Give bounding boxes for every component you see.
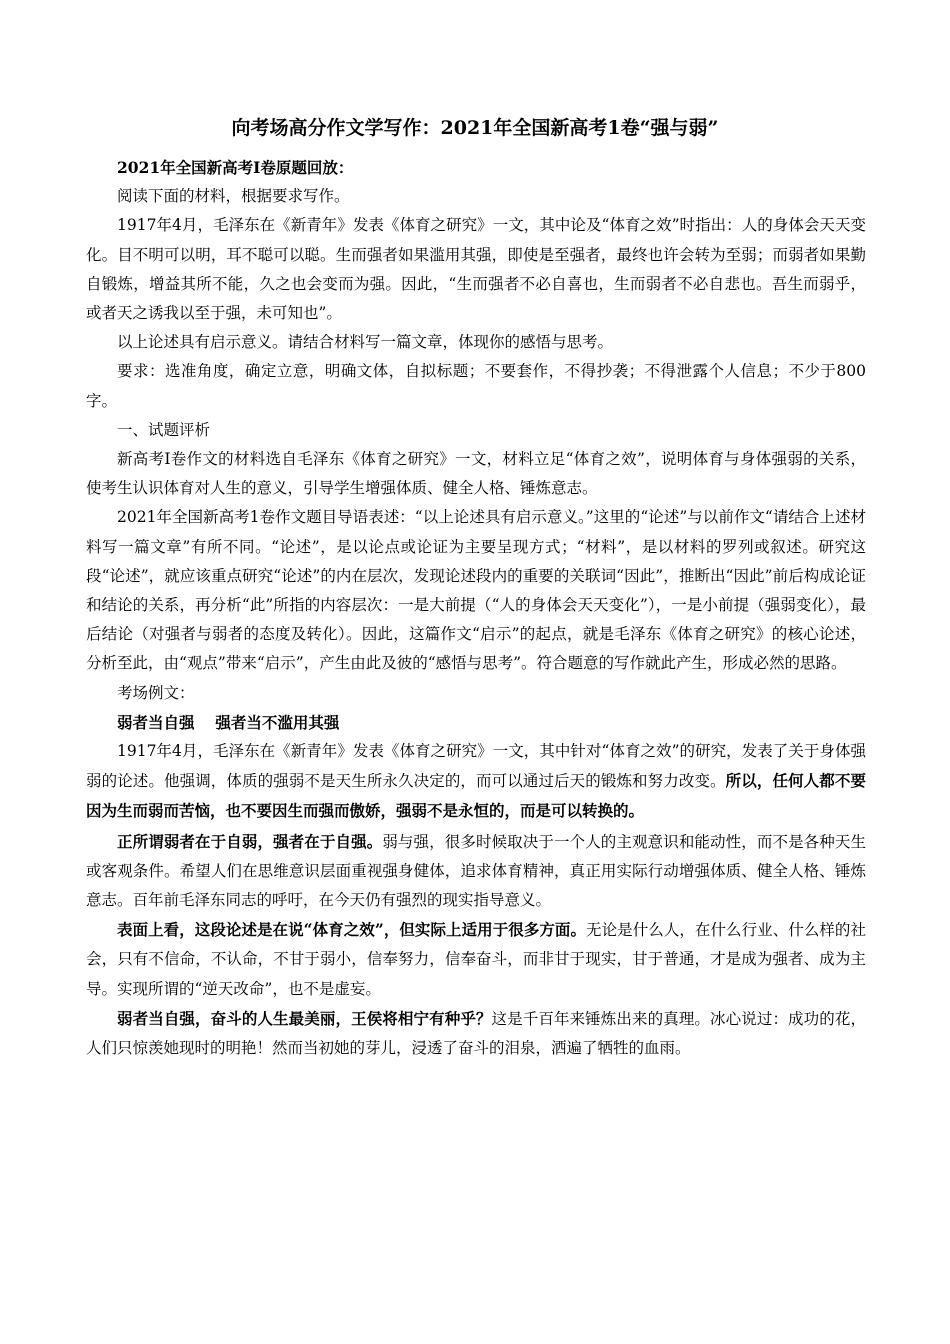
example-label: 考场例文： xyxy=(117,683,195,702)
instruction-paragraph: 阅读下面的材料，根据要求写作。 xyxy=(117,187,350,206)
essay-p2-bold: 正所谓弱者在于自弱，强者在于自强。 xyxy=(117,831,383,851)
essay-p4-text: 这是千百年来锤炼出来的真理。冰心说过：成功的花，人们只惊羡她现时的明艳！然而当初她的芽儿，浸透了奋斗的泪泉，洒遍了牺牲的血雨。 xyxy=(86,1009,866,1058)
essay-p1-text: 1917年4月，毛泽东在《新青年》发表《体育之研究》一文，其中针对“体育之效”的研究，发表了关于身体强弱的论述。他强调，体质的强弱不是天生所永久决定的，而可以通过后天的锻炼和努力改变。 xyxy=(86,742,866,791)
section-heading: 一、试题评析 xyxy=(117,420,211,439)
essay-p4-bold: 弱者当自强，奋斗的人生最美丽，王侯将相宁有种乎？ xyxy=(117,1008,492,1028)
exam-subtitle: 2021年全国新高考Ⅰ卷原题回放： xyxy=(117,158,354,177)
analysis-paragraph-2: 2021年全国新高考1卷作文题目导语表述：“以上论述具有启示意义。”这里的“论述”与以前作文“请结合上述材料写一篇文章”有所不同。“论述”，是以论点或论证为主要呈现方式；“材料”，是以材料的罗列或叙述。研究这段“论述”，就应该重点研究“论述”的内在层次，发现论述段内的重要的关联词“因此”，推断出“因此”前后构成论证和结论的关系，再分析“此”所指的内容层次：一是大前提（“人的身体会天天变化”），一是小前提（强弱变化），最后结论（对强者与弱者的态度及转化）。因此，这篇作文“启示”的起点，就是毛泽东《体育之研究》的核心论述，分析至此，由“观点”带来“启示”，产生由此及彼的“感悟与思考”。符合题意的写作就此产生，形成必然的思路。 xyxy=(86,508,866,673)
document-title: 向考场高分作文学写作：2021年全国新高考1卷“强与弱” xyxy=(231,117,719,139)
essay-p1-bold: 所以，任何人都不要因为生而弱而苦恼，也不要因生而强而傲娇，强弱不是永恒的，而是可以转换的。 xyxy=(86,771,866,821)
essay-p3-text: 无论是什么人，在什么行业、什么样的社会，只有不信命，不认命，不甘于弱小，信奉努力，信奉奋斗，而非甘于现实，甘于普通，才是成为强者、成为主导。实现所谓的“逆天改命”，也不是虚妄。 xyxy=(86,921,866,998)
essay-p2-text: 弱与强，很多时候取决于一个人的主观意识和能动性，而不是各种天生或客观条件。希望人们在思维意识层面重视强身健体，追求体育精神，真正用实际行动增强体质、健全人格、锤炼意志。百年前毛泽东同志的呼吁，在今天仍有强烈的现实指导意义。 xyxy=(86,832,866,910)
document-body xyxy=(86,153,866,1063)
essay-p3-bold: 表面上看，这段论述是在说“体育之效”，但实际上适用于很多方面。 xyxy=(117,920,587,940)
essay-paragraph-2 xyxy=(86,827,866,916)
requirements-paragraph: 要求：选准角度，确定立意，明确文体，自拟标题；不要套作，不得抄袭；不得泄露个人信息；不少于800字。 xyxy=(86,362,866,410)
essay-paragraph-3 xyxy=(86,915,866,1004)
analysis-paragraph-1: 新高考Ⅰ卷作文的材料选自毛泽东《体育之研究》一文，材料立足“体育之效”，说明体育与身体强弱的关系，使考生认识体育对人生的意义，引导学生增强体质、健全人格、锤炼意志。 xyxy=(86,450,866,498)
essay-title: 弱者当自强 强者当不滥用其强 xyxy=(117,712,340,732)
essay-paragraph-4 xyxy=(86,1004,866,1063)
essay-paragraph-1 xyxy=(86,737,866,827)
prompt-paragraph: 以上论述具有启示意义。请结合材料写一篇文章，体现你的感悟与思考。 xyxy=(117,333,614,352)
material-paragraph: 1917年4月，毛泽东在《新青年》发表《体育之研究》一文，其中论及“体育之效”时指出：人的身体会天天变化。目不明可以明，耳不聪可以聪。生而强者如果滥用其强，即使是至强者，最终也许会转为至弱；而弱者如果勤自锻炼，增益其所不能，久之也会变而为强。因此，“生而强者不必自喜也，生而弱者不必自悲也。吾生而弱乎，或者天之诱我以至于强，未可知也”。 xyxy=(86,216,866,323)
